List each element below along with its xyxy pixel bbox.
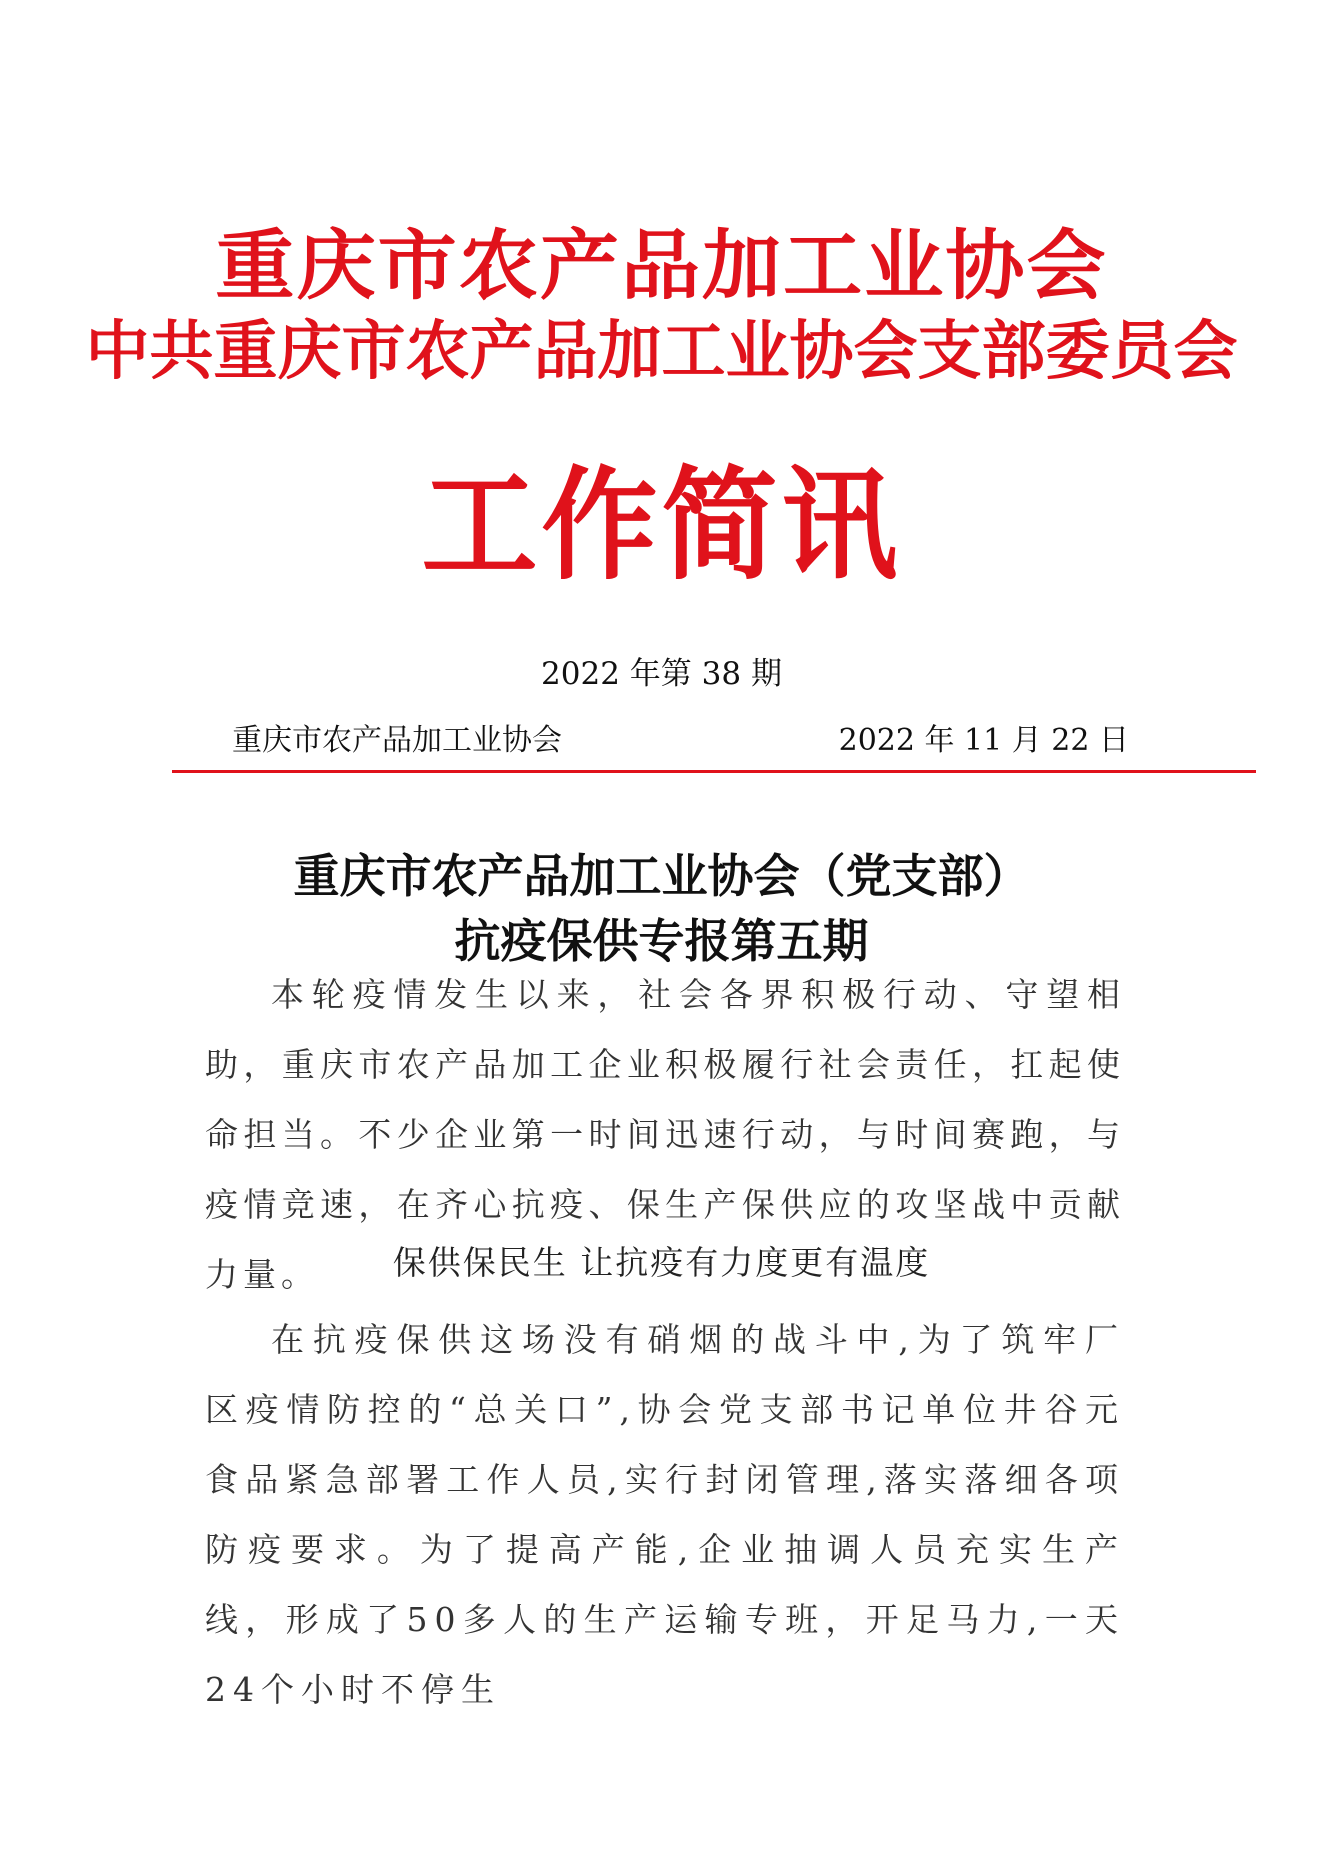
publisher-name: 重庆市农产品加工业协会 (232, 723, 562, 758)
red-divider (172, 770, 1256, 773)
bulletin-title: 工作简讯 (421, 455, 902, 597)
publish-date: 2022 年 11 月 22 日 (838, 723, 1129, 758)
paragraph-body (205, 1305, 1125, 1725)
article-title-line-2: 抗疫保供专报第五期 (454, 914, 869, 968)
masthead-org-name: 重庆市农产品加工业协会 (215, 221, 1108, 310)
paragraph-body-text: 在抗疫保供这场没有硝烟的战斗中,为了筑牢厂区疫情防控的“总关口”,协会党支部书记单位井谷元食品紧急部署工作人员,实行封闭管理,落实落细各项防疫要求。为了提高产能,企业抽调人员充实生产线，形成了50多人的生产运输专班，开足马力,一天24个小时不停生 (205, 1320, 1125, 1709)
paragraph-intro-text: 本轮疫情发生以来，社会各界积极行动、守望相助，重庆市农产品加工企业积极履行社会责任，扛起使命担当。不少企业第一时间迅速行动，与时间赛跑，与疫情竞速，在齐心抗疫、保生产保供应的攻坚战中贡献力量。 (205, 975, 1125, 1294)
article-title-line-1: 重庆市农产品加工业协会（党支部） (293, 849, 1030, 903)
issue-number: 2022 年第 38 期 (541, 656, 782, 692)
section-subheading: 保供保民生 让抗疫有力度更有温度 (392, 1243, 931, 1282)
masthead-party-branch-name: 中共重庆市农产品加工业协会支部委员会 (85, 315, 1238, 389)
